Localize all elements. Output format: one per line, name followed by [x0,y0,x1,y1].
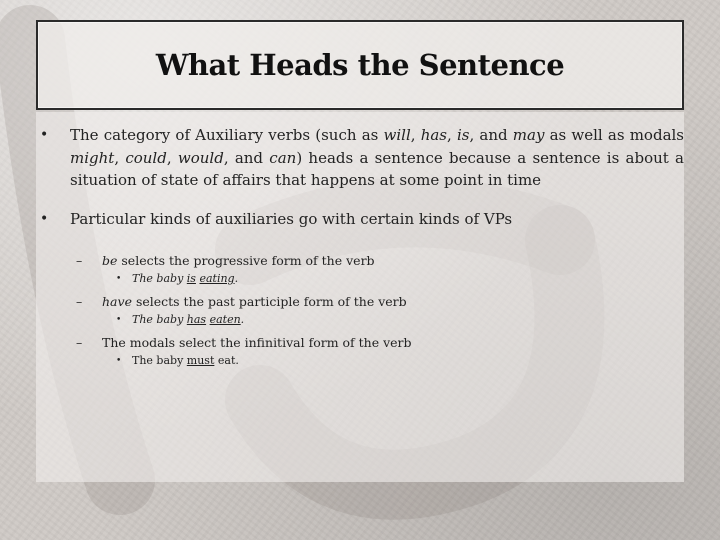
sub1-text: selects the progressive form of the verb [117,253,375,268]
term-can: can [269,148,297,167]
title-box [36,20,684,110]
sub-bullet-be [36,252,684,270]
example-has-eaten [36,311,684,329]
small-bullet-icon: • [116,356,122,366]
example-aux: has [186,313,207,326]
term-be: be [102,253,118,268]
example-subject: The baby [132,272,187,285]
dash-icon: – [76,335,83,350]
sub-bullet-have [36,293,684,311]
example-aux: is [186,272,196,285]
example-subject: The baby [132,354,187,367]
slide-title: What Heads the Sentence [155,48,565,82]
separator: , [447,126,457,144]
bullet2-text: Particular kinds of auxiliaries go with certain kinds of VPs [70,209,513,228]
example-must-eat [36,352,684,370]
term-have: have [102,294,132,309]
example-verb: eating [199,272,235,285]
sub-bullet-modals [36,334,684,352]
sub2-text: selects the past participle form of the verb [131,294,407,309]
term-could: could [125,148,167,167]
small-bullet-icon: • [116,315,122,325]
separator: , [114,148,126,167]
period: . [240,313,245,326]
bullet1-text-3: ) heads a sentence because a sentence is about a situation of state of affairs that happens at some point in time [70,148,684,189]
bullet-list [36,120,684,375]
term-is: is [456,126,470,144]
term-may: may [512,126,545,144]
dash-icon: – [76,253,83,268]
example-is-eating [36,270,684,288]
period: . [234,272,239,285]
example-subject: The baby [132,313,187,326]
bullet1-text-2: as well as modals [544,126,685,144]
bullet1-text-1: The category of Auxiliary verbs (such as [70,126,384,144]
dash-icon: – [76,294,83,309]
sub3-text: The modals select the infinitival form of the verb [102,335,412,350]
example-rest: eat. [214,354,239,367]
separator: , [166,148,178,167]
small-bullet-icon: • [116,274,122,284]
sub-bullet-list [36,252,684,370]
bullet-auxiliaries-vps [36,208,684,231]
term-has: has [420,126,448,144]
bullet-icon: • [40,210,49,227]
separator: , and [469,126,513,144]
bullet-auxiliary-category [36,124,684,192]
example-aux: must [186,354,215,367]
bullet-icon: • [40,127,49,143]
example-verb: eaten [209,313,241,326]
term-might: might [70,148,115,167]
term-will: will [383,126,411,144]
term-would: would [177,148,224,167]
separator: , [410,126,421,144]
separator: , and [223,148,270,167]
